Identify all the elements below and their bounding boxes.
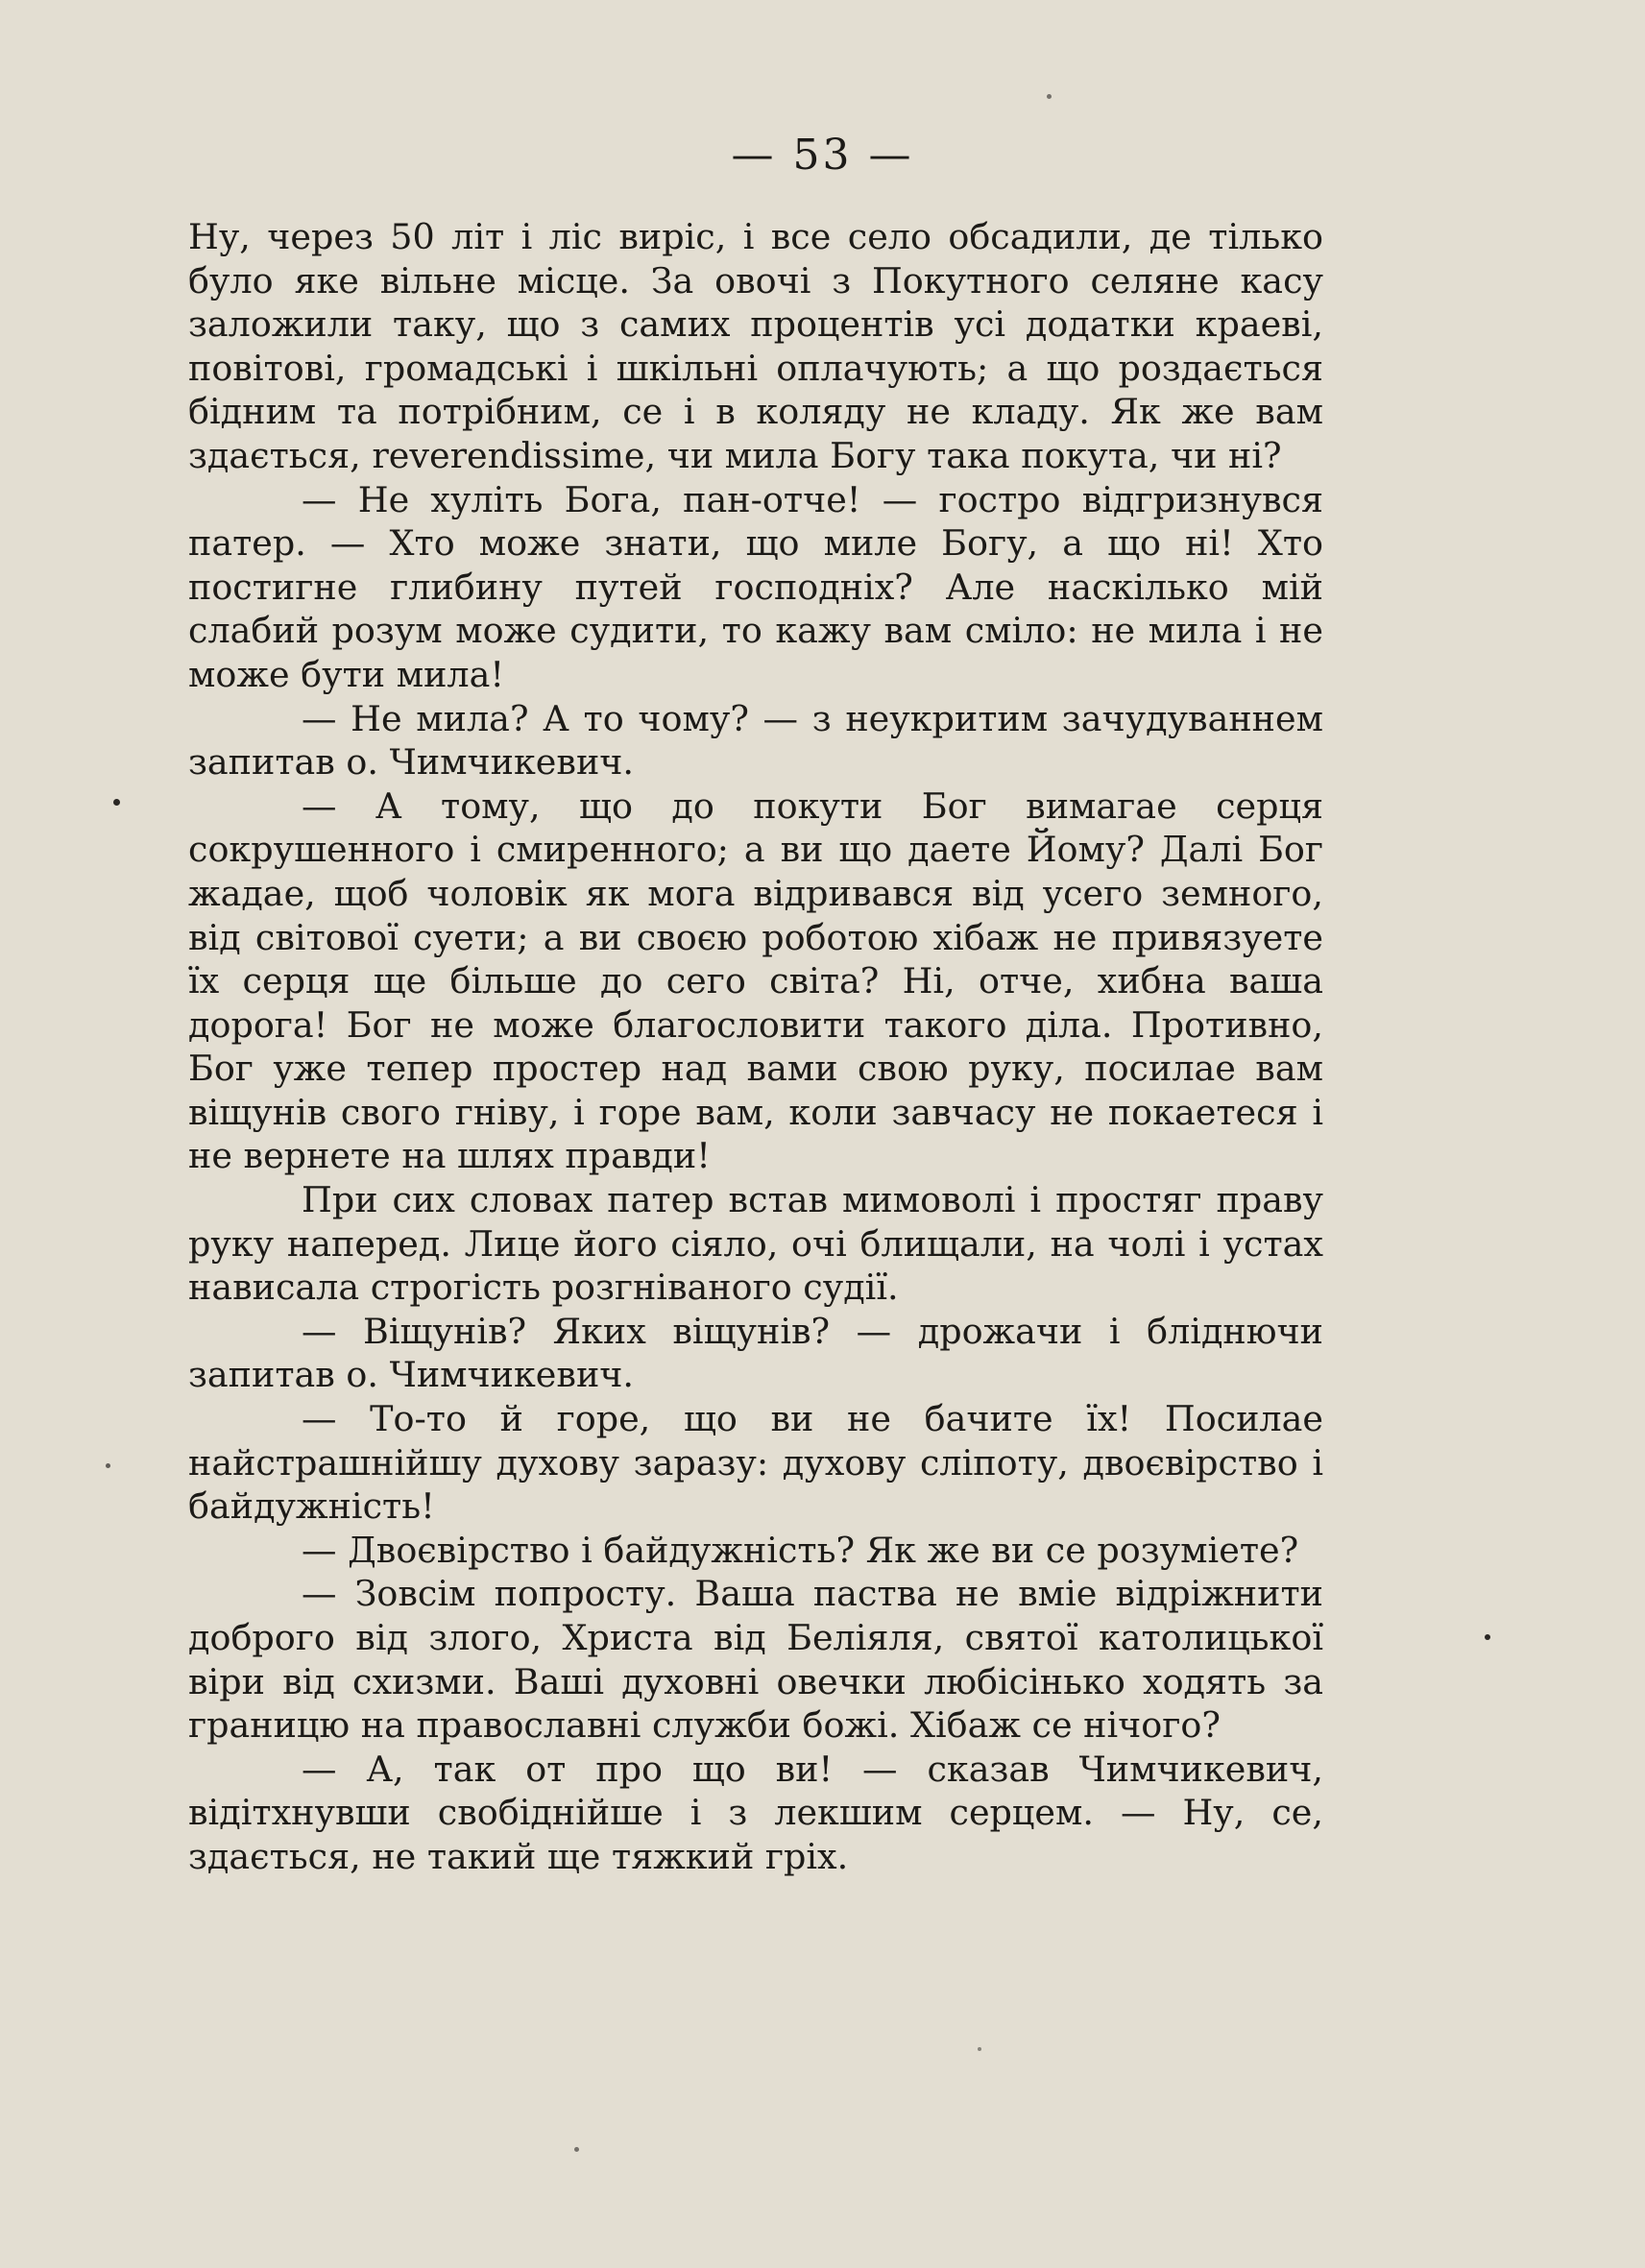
paragraph-10: — А, так от про що ви! — сказав Чимчикевич, відітхнувши свобіднійше і з лекшим серцем. — Ну, се, здається, не такий ще тяжкий гріх.	[188, 1748, 1323, 1877]
paper-speck	[113, 799, 120, 806]
page-number: — 53 —	[731, 131, 914, 180]
paper-speck	[574, 2147, 579, 2152]
paragraph-1: Ну, через 50 літ і ліс виріс, і все село обсадили, де тілько було яке вільне місце. За овочі з Покутного селяне касу заложили таку, що з самих процентів усі додатки краеві, повітові, громадські і шкільні оплачують; а що роздається бідним та потрібним, се і в коляду не кладу. Як же вам здається, reverendissime, чи мила Богу така покута, чи ні?	[188, 216, 1323, 476]
paragraph-6: — Віщунів? Яких віщунів? — дрожачи і бліднючи запитав о. Чимчикевич.	[188, 1310, 1323, 1396]
paper-speck	[106, 1463, 110, 1468]
paragraph-2: — Не хуліть Бога, пан-отче! — гостро відгризнувся патер. — Хто може знати, що миле Богу, а що ні! Хто постигне глибину путей господніх? Але наскілько мій слабий розум може судити, то кажу вам сміло: не мила і не може бути мила!	[188, 478, 1323, 695]
paragraph-7: — То-то й горе, що ви не бачите їх! Посилае найстрашнійшу духову заразу: духову сліпоту, двоєвірство і байдужність!	[188, 1398, 1323, 1528]
paragraph-5: При сих словах патер встав мимоволі і простяг праву руку наперед. Лице його сіяло, очі блищали, на чолі і устах нависала строгість розгніваного судії.	[188, 1179, 1323, 1309]
paragraph-3: — Не мила? А то чому? — з неукритим зачудуваннем запитав о. Чимчикевич.	[188, 697, 1323, 784]
paper-speck	[1047, 94, 1052, 99]
paper-speck	[1485, 1634, 1490, 1640]
paragraph-8: — Двоєвірство і байдужність? Як же ви се розуміете?	[302, 1529, 1299, 1571]
paragraph-4: — А тому, що до покути Бог вимагае серця сокрушенного і смиренного; а ви що даете Йому? Далі Бог жадае, щоб чоловік як мога відривався від усего земного, від світової суети; а ви своєю роботою хібаж не привязуете їх серця ще більше до сего світа? Ні, отче, хибна ваша дорога! Бог не може благословити такого діла. Противно, Бог уже тепер простер над вами свою руку, посилае вам віщунів свого гніву, і горе вам, коли завчасу не покаетеся і не вернете на шлях правди!	[188, 784, 1323, 1177]
paper-speck	[978, 2047, 981, 2051]
paragraph-9: — Зовсім попросту. Ваша паства не вміе відріжнити доброго від злого, Христа від Беліяля, святої католицької віри від схизми. Ваші духовні овечки любісінько ходять за границю на православні служби божі. Хібаж се нічого?	[188, 1573, 1323, 1747]
body-text	[188, 215, 1323, 1879]
